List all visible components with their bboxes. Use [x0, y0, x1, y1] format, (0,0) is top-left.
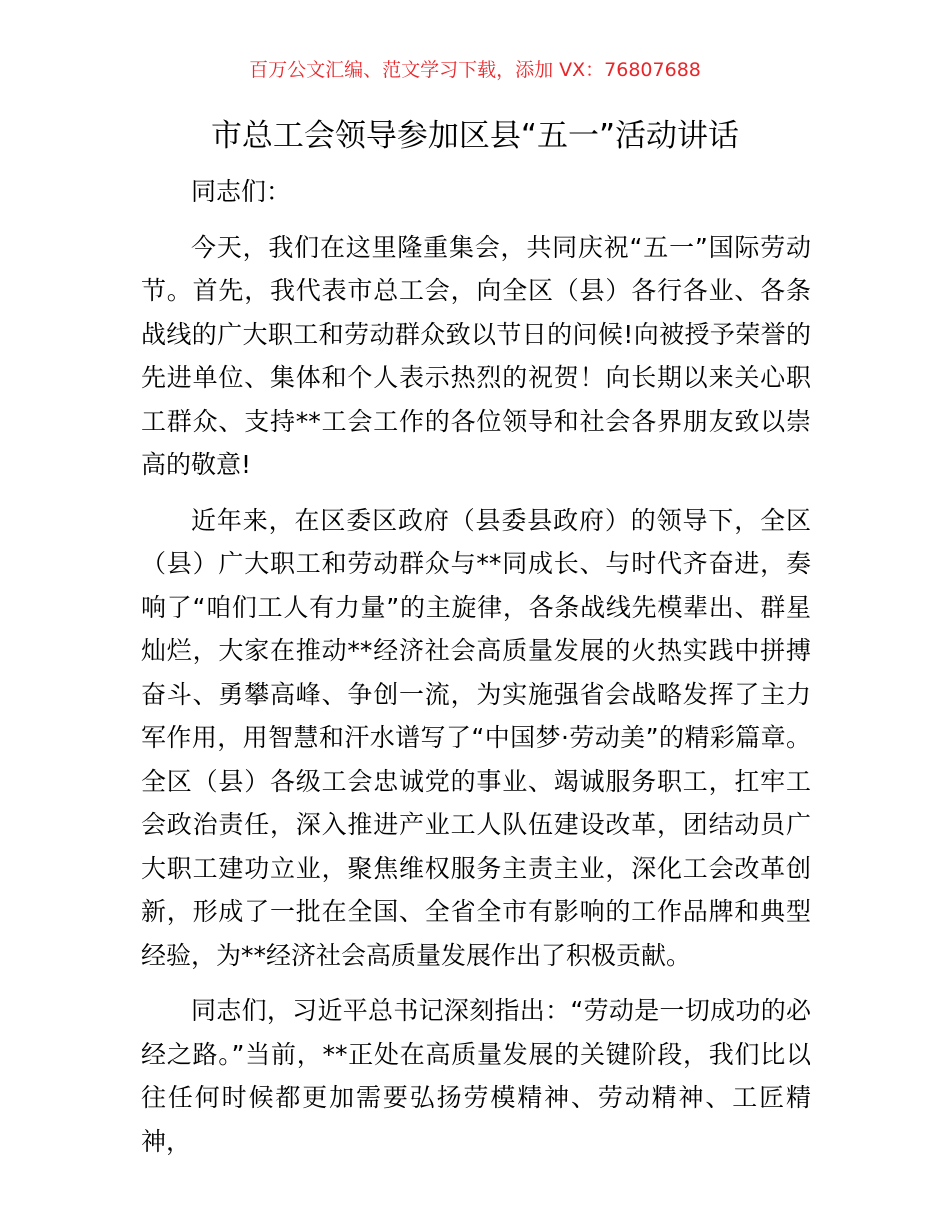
paragraph-achievements: 近年来，在区委区政府（县委县政府）的领导下，全区（县）广大职工和劳动群众与**同成长、与时代齐奋进，奏响了“咱们工人有力量”的主旋律，各条战线先模辈出、群星灿烂，大家在推动**经济社会高质量发展的火热实践中拼搏奋斗、勇攀高峰、争创一流，为实施强省会战略发挥了主力军作用，用智慧和汗水谱写了“中国梦·劳动美”的精彩篇章。全区（县）各级工会忠诚党的事业、竭诚服务职工，扛牢工会政治责任，深入推进产业工人队伍建设改革，团结动员广大职工建功立业，聚焦维权服务主责主业，深化工会改革创新，形成了一批在全国、全省全市有影响的工作品牌和典型经验，为**经济社会高质量发展作出了积极贡献。	[141, 505, 811, 970]
salutation: 同志们：	[191, 177, 292, 206]
document-title: 市总工会领导参加区县“五一”活动讲话	[210, 118, 740, 154]
paragraph-greeting: 今天，我们在这里隆重集会，共同庆祝“五一”国际劳动节。首先，我代表市总工会，向全区（县）各行各业、各条战线的广大职工和劳动群众致以节日的问候!向被授予荣誉的先进单位、集体和个人表示热烈的祝贺！向长期以来关心职工群众、支持**工会工作的各位领导和社会各界朋友致以崇高的敬意!	[141, 232, 811, 479]
header-watermark-note: 百万公文汇编、范文学习下载，添加 VX：76807688	[249, 59, 701, 81]
paragraph-call-to-action: 同志们，习近平总书记深刻指出：“劳动是一切成功的必经之路。”当前，**正处在高质量发展的关键阶段，我们比以往任何时候都更加需要弘扬劳模精神、劳动精神、工匠精神，	[141, 996, 811, 1156]
document-body	[141, 170, 811, 1163]
